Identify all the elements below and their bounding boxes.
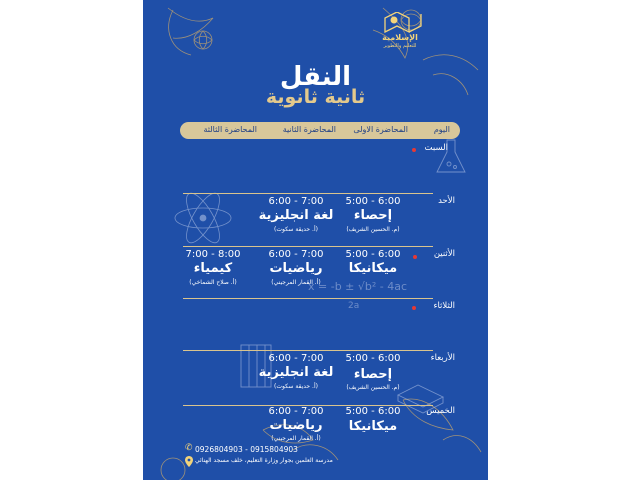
row-divider [183, 298, 433, 299]
contact-phones: 0926804903 - 0915804903 [195, 445, 298, 454]
row-divider [183, 246, 433, 247]
bullet-marker [412, 148, 416, 152]
contact-address: مدرسة العلمين بجوار وزارة التعليم، خلف مسجد الهنائي [195, 457, 333, 464]
session-teacher: (م. الحسين الشريف) [346, 226, 400, 233]
day-sunday: الأحد [438, 196, 455, 206]
session-time: 6:00 - 7:00 [268, 196, 324, 207]
session-subject: لغة انجليزية [258, 208, 334, 223]
session-subject: إحصاء [353, 367, 393, 382]
session-time: 5:00 - 6:00 [345, 406, 401, 417]
header-lecture-1: المحاضرة الاولى [353, 125, 408, 134]
day-wednesday: الأربعاء [430, 353, 455, 363]
page-title: النقل [279, 62, 352, 92]
location-pin-icon [185, 456, 193, 467]
session-time: 5:00 - 6:00 [345, 353, 401, 364]
row-divider [183, 193, 433, 194]
schedule-header [180, 122, 460, 139]
session-teacher: (أ. القمار المرجيني) [271, 279, 321, 286]
day-thursday: الخميس [426, 406, 455, 416]
header-lecture-3: المحاضرة الثالثة [203, 125, 257, 134]
phone-icon: ✆ [185, 443, 193, 453]
schedule-poster [143, 0, 488, 480]
header-lecture-2: المحاضرة الثانية [282, 125, 336, 134]
session-teacher: (أ. صلاح الشماخي) [189, 279, 237, 286]
session-subject: إحصاء [353, 208, 393, 223]
session-teacher: (أ. حديقة سكوت) [274, 226, 318, 233]
session-subject: لغة انجليزية [258, 365, 334, 380]
day-monday: الأثنين [433, 249, 455, 259]
header-day: اليوم [433, 125, 450, 134]
session-subject: ميكانيكا [348, 419, 398, 434]
svg-text:2a: 2a [348, 301, 360, 311]
session-time: 7:00 - 8:00 [185, 249, 241, 260]
bullet-marker [413, 255, 417, 259]
svg-text:x = -b ± √b² - 4ac: x = -b ± √b² - 4ac [308, 280, 408, 293]
session-time: 5:00 - 6:00 [345, 249, 401, 260]
session-time: 6:00 - 7:00 [268, 406, 324, 417]
session-teacher: (أ. القمار المرجيني) [271, 435, 321, 442]
brand-name: الإسلامية [382, 33, 418, 42]
session-teacher: (أ. حديقة سكوت) [274, 383, 318, 390]
day-tuesday: الثلاثاء [433, 301, 455, 311]
session-teacher: (م. الحسين الشريف) [346, 384, 400, 391]
page-subtitle: ثانية ثانوية [265, 86, 366, 108]
brand-tagline: للتعليم والتطوير [383, 43, 417, 49]
row-divider [183, 350, 433, 351]
session-time: 5:00 - 6:00 [345, 196, 401, 207]
day-saturday: السبت [424, 143, 448, 153]
session-subject: ميكانيكا [348, 261, 398, 276]
session-subject: كيمياء [193, 261, 233, 276]
session-time: 6:00 - 7:00 [268, 353, 324, 364]
bullet-marker [412, 306, 416, 310]
session-subject: رياضيات [269, 418, 323, 433]
session-subject: رياضيات [269, 261, 323, 276]
session-time: 6:00 - 7:00 [268, 249, 324, 260]
